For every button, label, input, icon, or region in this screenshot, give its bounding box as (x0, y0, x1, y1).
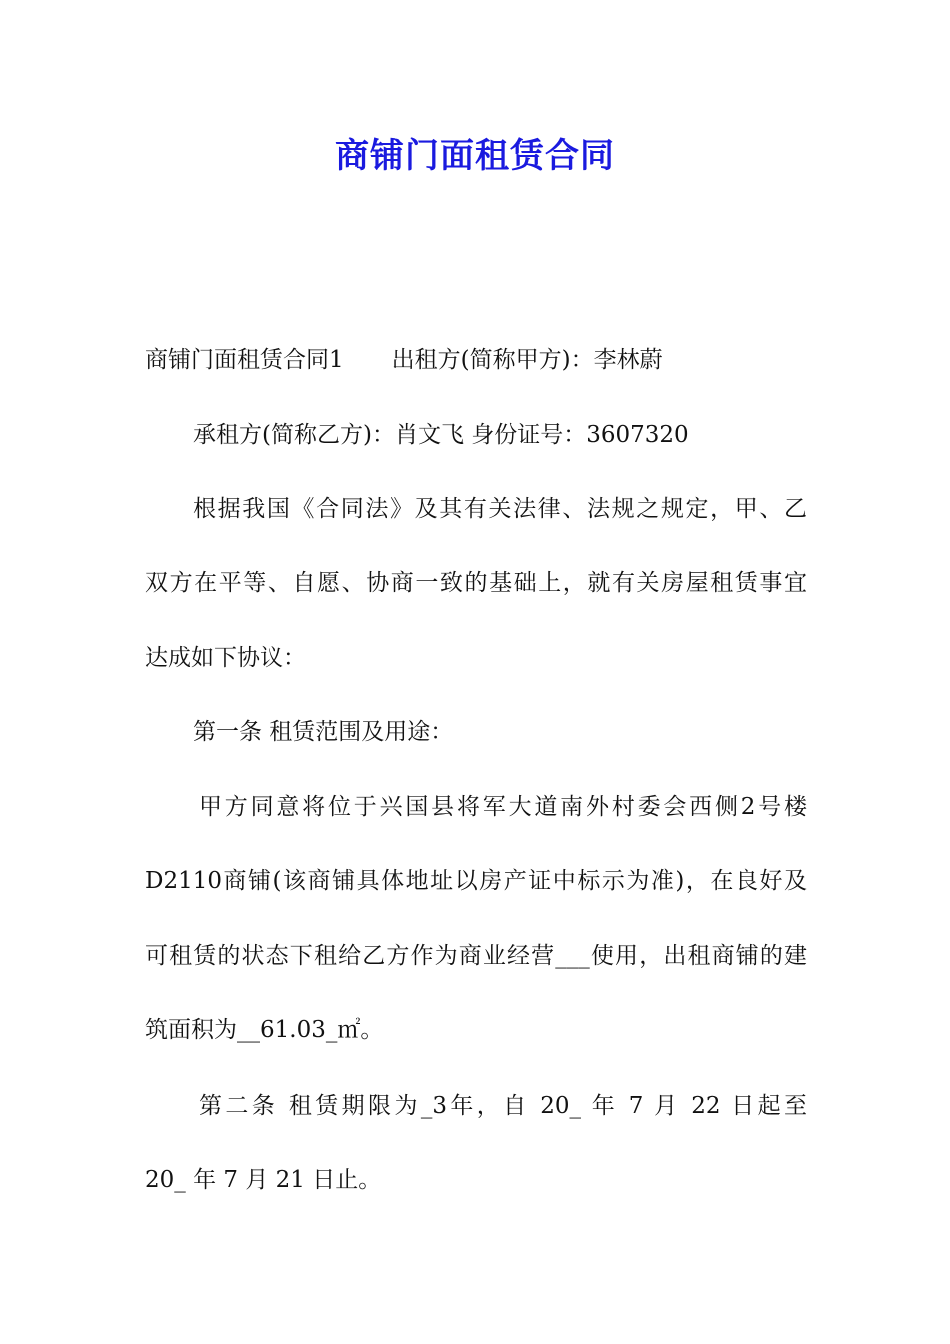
contract-header-line (145, 345, 663, 375)
contract-number: 商铺门面租赁合同1 (145, 347, 344, 373)
article-1-line-3: 可租赁的状态下租给乙方作为商业经营___使用，出租商铺的建 (145, 943, 807, 969)
article-1-line-4: 筑面积为__61.03_㎡。 (145, 1017, 384, 1043)
article-2-line-2: 20_ 年 7 月 21 日止。 (145, 1167, 382, 1193)
article-1-line-2: D2110商铺(该商铺具体地址以房产证中标示为准)，在良好及 (145, 868, 807, 894)
paragraph-preamble-line-2: 双方在平等、自愿、协商一致的基础上，就有关房屋租赁事宜 (145, 570, 807, 596)
lessee-info: 承租方(简称乙方)：肖文飞 身份证号：3607320 (193, 422, 689, 448)
document-title: 商铺门面租赁合同 (335, 136, 615, 176)
paragraph-preamble-line-1: 根据我国《合同法》及其有关法律、法规之规定，甲、乙 (193, 496, 807, 522)
article-2-line-1: 第二条 租赁期限为_3年，自 20_ 年 7 月 22 日起至 (199, 1093, 807, 1119)
article-1-heading: 第一条 租赁范围及用途： (193, 719, 454, 745)
lessor-info: 出租方(简称甲方)：李林蔚 (391, 347, 663, 373)
article-1-line-1: 甲方同意将位于兴国县将军大道南外村委会西侧2号楼 (199, 794, 807, 820)
paragraph-preamble-line-3: 达成如下协议： (145, 645, 306, 671)
